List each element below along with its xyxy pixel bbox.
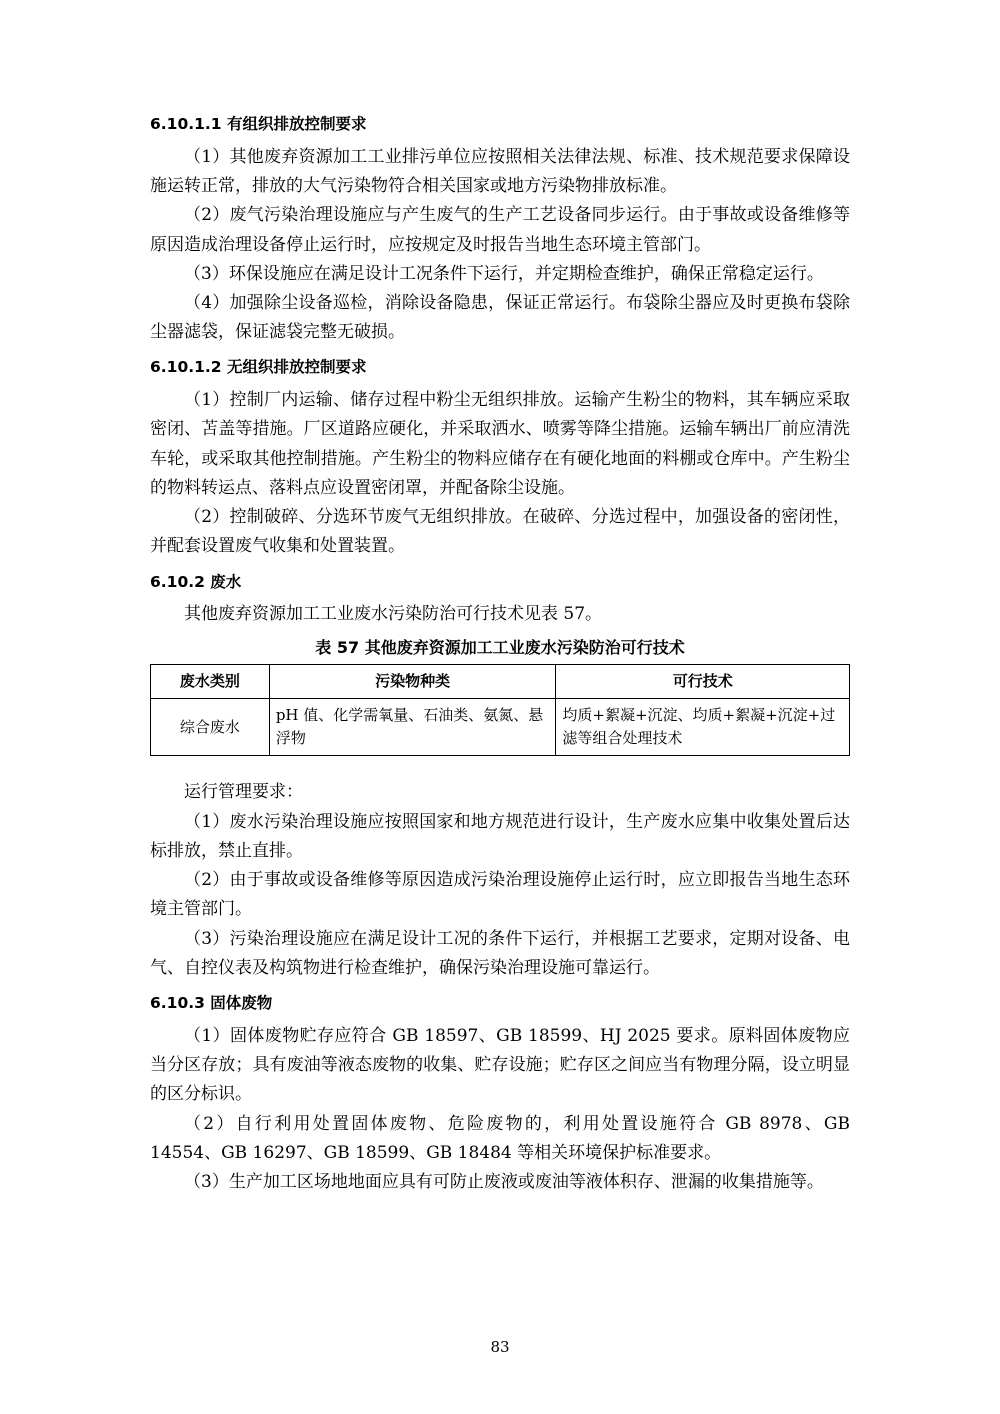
spacer (150, 562, 850, 570)
spacer (150, 983, 850, 991)
paragraph: （2）自行利用处置固体废物、危险废物的，利用处置设施符合 GB 8978、GB 14554、GB 16297、GB 18599、GB 18484 等相关环境保护标准要求。 (150, 1113, 850, 1163)
spacer (150, 347, 850, 355)
paragraph: 其他废弃资源加工工业废水污染防治可行技术见表 57。 (184, 604, 603, 625)
paragraph: （2）废气污染治理设施应与产生废气的生产工艺设备同步运行。由于事故或设备维修等原因造成治理设备停止运行时，应按规定及时报告当地生态环境主管部门。 (150, 205, 850, 255)
paragraph: （1）固体废物贮存应符合 GB 18597、GB 18599、HJ 2025 要求。原料固体废物应当分区存放；具有废油等液态废物的收集、贮存设施；贮存区之间应当有物理分隔，设立明显的区分标识。 (150, 1025, 850, 1105)
table-header-row (151, 664, 850, 698)
table-row (151, 698, 850, 756)
spacer (150, 756, 850, 778)
paragraph: （1）其他废弃资源加工工业排污单位应按照相关法律法规、标准、技术规范要求保障设施运转正常，排放的大气污染物符合相关国家或地方污染物排放标准。 (150, 146, 850, 197)
paragraph: （3）生产加工区场地地面应具有可防止废液或废油等液体积存、泄漏的收集措施等。 (184, 1172, 824, 1193)
cell-technology: 均质+絮凝+沉淀、均质+絮凝+沉淀+过滤等组合处理技术 (556, 698, 850, 756)
column-header-technology: 可行技术 (556, 664, 850, 698)
page-number: 83 (490, 1338, 510, 1356)
section-heading-6-10-1-2: 6.10.1.2 无组织排放控制要求 (150, 358, 367, 377)
paragraph: （1）控制厂内运输、储存过程中粉尘无组织排放。运输产生粉尘的物料，其车辆应采取密闭、苫盖等措施。厂区道路应硬化，并采取洒水、喷雾等降尘措施。运输车辆出厂前应清洗车轮，或采取其他控制措施。产生粉尘的物料应储存在有硬化地面的料棚或仓库中。产生粉尘的物料转运点、落料点应设置密闭罩，并配备除尘设施。 (150, 390, 850, 498)
paragraph: （2）控制破碎、分选环节废气无组织排放。在破碎、分选过程中，加强设备的密闭性，并配套设置废气收集和处置装置。 (150, 507, 850, 557)
cell-category: 综合废水 (151, 698, 270, 756)
wastewater-technology-table (150, 664, 850, 757)
section-heading-6-10-3: 6.10.3 固体废物 (150, 994, 273, 1013)
column-header-category: 废水类别 (151, 664, 270, 698)
paragraph: （3）环保设施应在满足设计工况条件下运行，并定期检查维护，确保正常稳定运行。 (184, 263, 824, 284)
paragraph: （4）加强除尘设备巡检，消除设备隐患，保证正常运行。布袋除尘器应及时更换布袋除尘器滤袋，保证滤袋完整无破损。 (150, 292, 850, 343)
section-heading-6-10-1-1: 6.10.1.1 有组织排放控制要求 (150, 115, 367, 133)
page-content (150, 112, 850, 1197)
paragraph: （2）由于事故或设备维修等原因造成污染治理设施停止运行时，应立即报告当地生态环境主管部门。 (150, 870, 850, 920)
paragraph: （1）废水污染治理设施应按照国家和地方规范进行设计，生产废水应集中收集处置后达标排放，禁止直排。 (150, 811, 850, 861)
operation-lead: 运行管理要求： (184, 782, 303, 803)
section-heading-6-10-2: 6.10.2 废水 (150, 572, 242, 591)
table-caption: 表 57 其他废弃资源加工工业废水污染防治可行技术 (315, 637, 685, 657)
paragraph: （3）污染治理设施应在满足设计工况的条件下运行，并根据工艺要求，定期对设备、电气、自控仪表及构筑物进行检查维护，确保污染治理设施可靠运行。 (150, 928, 850, 978)
cell-pollutants: pH 值、化学需氧量、石油类、氨氮、悬浮物 (269, 698, 556, 756)
column-header-pollutants: 污染物种类 (269, 664, 556, 698)
